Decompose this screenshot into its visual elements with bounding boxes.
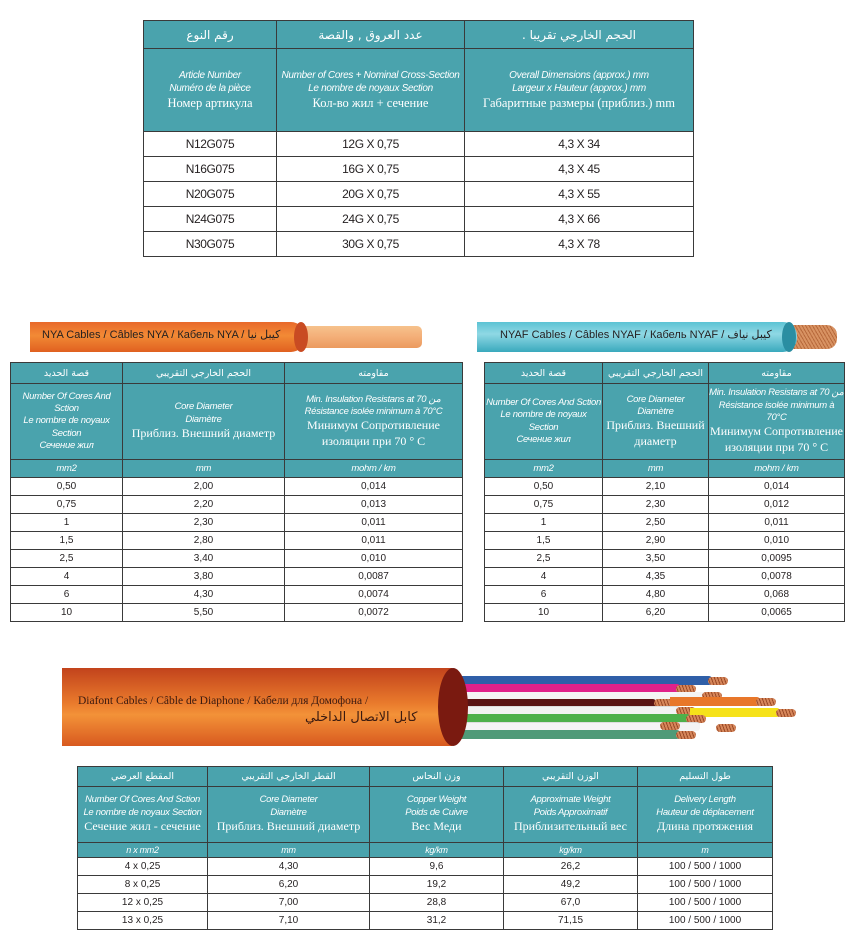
unit-label: mm2 [485,460,603,478]
table-row: N20G075 20G X 0,75 4,3 X 55 [144,182,694,207]
table-row: N24G075 24G X 0,75 4,3 X 66 [144,207,694,232]
table-row: 4 3,80 0,0087 [11,568,463,586]
nyaf-cable-title: NYAF Cables / Câbles NYAF / Кабель NYAF / كيبل نياف [500,329,772,341]
unit-label: mm [603,460,709,478]
header-arabic-article-number: رقم النوع [144,21,277,49]
wire-orange [670,697,760,706]
table-row: N30G075 30G X 0,75 4,3 X 78 [144,232,694,257]
header-core-diameter: Core Diameter Diamètre Приблиз. Внешний диаметр [208,787,370,843]
unit-label: n x mm2 [78,843,208,858]
diafont-cable-title: Diafont Cables / Câble de Diaphone / Кабели для Домофона / [78,695,369,707]
wire-tip [708,677,728,685]
table-row: 2,5 3,50 0,0095 [485,550,845,568]
header-cores-section: Number Of Cores And Sction Le nombre de noyaux Section Сечение жил [485,384,603,460]
header-cores-section: Number Of Cores And Sction Le nombre de noyaux Section Сечение жил [11,384,123,460]
nya-spec-table [10,362,463,622]
table-row: N16G075 16G X 0,75 4,3 X 45 [144,157,694,182]
diafont-cable-jacket-end [438,668,468,746]
header-arabic-dimensions: الحجم الخارجي تقريبا . [465,21,694,49]
header-copper-weight: Copper Weight Poids de Cuivre Вес Меди [370,787,504,843]
flat-cable-spec-table [143,20,694,257]
table-row: 0,50 2,00 0,014 [11,478,463,496]
nyaf-spec-table [484,362,845,622]
unit-label: mm [123,460,285,478]
header-delivery-length: Delivery Length Hauteur de déplacement Длина протяжения [638,787,773,843]
header-insulation-resistance: Min. Insulation Resistans at 70 من Résistance isolée minimum à 70°C Минимум Сопротивление изоляции при 70 ° C [285,384,463,460]
nyaf-cable-jacket-end [782,322,796,352]
header-arabic-resistance: مقاومته [709,363,845,384]
header-arabic-delivery-length: طول التسليم [638,767,773,787]
header-arabic-approx-weight: الوزن التقريبي [504,767,638,787]
table-row: 10 5,50 0,0072 [11,604,463,622]
table-row: 12 x 0,25 7,00 28,8 67,0 100 / 500 / 1000 [78,894,773,912]
nya-cable-core [300,326,422,348]
table-row: 0,75 2,30 0,012 [485,496,845,514]
diafont-spec-table [77,766,773,930]
header-cores-section: Number of Cores + Nominal Cross-Section Le nombre de noyaux Section Кол-во жил + сечение [277,49,465,132]
header-arabic-section: قصة الحديد [485,363,603,384]
header-arabic-diameter: الحجم الخارجي التقريبي [123,363,285,384]
table-row: 6 4,30 0,0074 [11,586,463,604]
table-row: 10 6,20 0,0065 [485,604,845,622]
table-row: 2,5 3,40 0,010 [11,550,463,568]
wire-tip [660,722,680,730]
table-row: 8 x 0,25 6,20 19,2 49,2 100 / 500 / 1000 [78,876,773,894]
wire-teal-green [450,730,680,739]
header-approx-weight: Approximate Weight Poids Approximatif Приблизительный вес [504,787,638,843]
header-arabic-cores-section: عدد العروق , والقصة [277,21,465,49]
header-arabic-resistance: مقاومته [285,363,463,384]
table-row: 1 2,50 0,011 [485,514,845,532]
header-arabic-diameter: القطر الخارجي التقريبي [208,767,370,787]
wire-tip [676,731,696,739]
table-row: 1 2,30 0,011 [11,514,463,532]
unit-label: mm2 [11,460,123,478]
header-arabic-section: قصة الحديد [11,363,123,384]
wire-tip [776,709,796,717]
diafont-cable-jacket [62,668,452,746]
table-row: 13 x 0,25 7,10 31,2 71,15 100 / 500 / 1000 [78,912,773,930]
table-row: 6 4,80 0,068 [485,586,845,604]
table-row: 0,50 2,10 0,014 [485,478,845,496]
header-article-number: Article Number Numéro de la pièce Номер артикула [144,49,277,132]
header-dimensions: Overall Dimensions (approx.) mm Largeur x Hauteur (approx.) mm Габаритные размеры (приблиз.) mm [465,49,694,132]
unit-label: mm [208,843,370,858]
unit-label: m [638,843,773,858]
table-row: 1,5 2,80 0,011 [11,532,463,550]
unit-label: mohm / km [709,460,845,478]
unit-label: kg/km [504,843,638,858]
header-arabic-diameter: الحجم الخارجي التقريبي [603,363,709,384]
unit-label: kg/km [370,843,504,858]
table-row: N12G075 12G X 0,75 4,3 X 34 [144,132,694,157]
wire-tip [756,698,776,706]
table-row: 4 4,35 0,0078 [485,568,845,586]
unit-label: mohm / km [285,460,463,478]
header-arabic-cross-section: المقطع العرضي [78,767,208,787]
header-core-diameter: Core Diameter Diamètre Приблиз. Внешний диаметр [123,384,285,460]
table-row: 1,5 2,90 0,010 [485,532,845,550]
header-core-diameter: Core Diameter Diamètre Приблиз. Внешний диаметр [603,384,709,460]
nya-cable-jacket-end [294,322,308,352]
diafont-cable-title-arabic: كابل الاتصال الداخلي [305,710,418,725]
table-row: 0,75 2,20 0,013 [11,496,463,514]
header-cores-section: Number Of Cores And Sction Le nombre de noyaux Section Сечение жил - сечение [78,787,208,843]
header-arabic-copper-weight: وزن النحاس [370,767,504,787]
wire-tip [716,724,736,732]
nya-cable-title: NYA Cables / Câbles NYA / Кабель NYA / كيبل نيا [42,329,281,341]
table-row: 4 x 0,25 4,30 9,6 26,2 100 / 500 / 1000 [78,858,773,876]
header-insulation-resistance: Min. Insulation Resistans at 70 من Résistance isolée minimum à 70°C Минимум Сопротивление изоляции при 70 ° C [709,384,845,460]
